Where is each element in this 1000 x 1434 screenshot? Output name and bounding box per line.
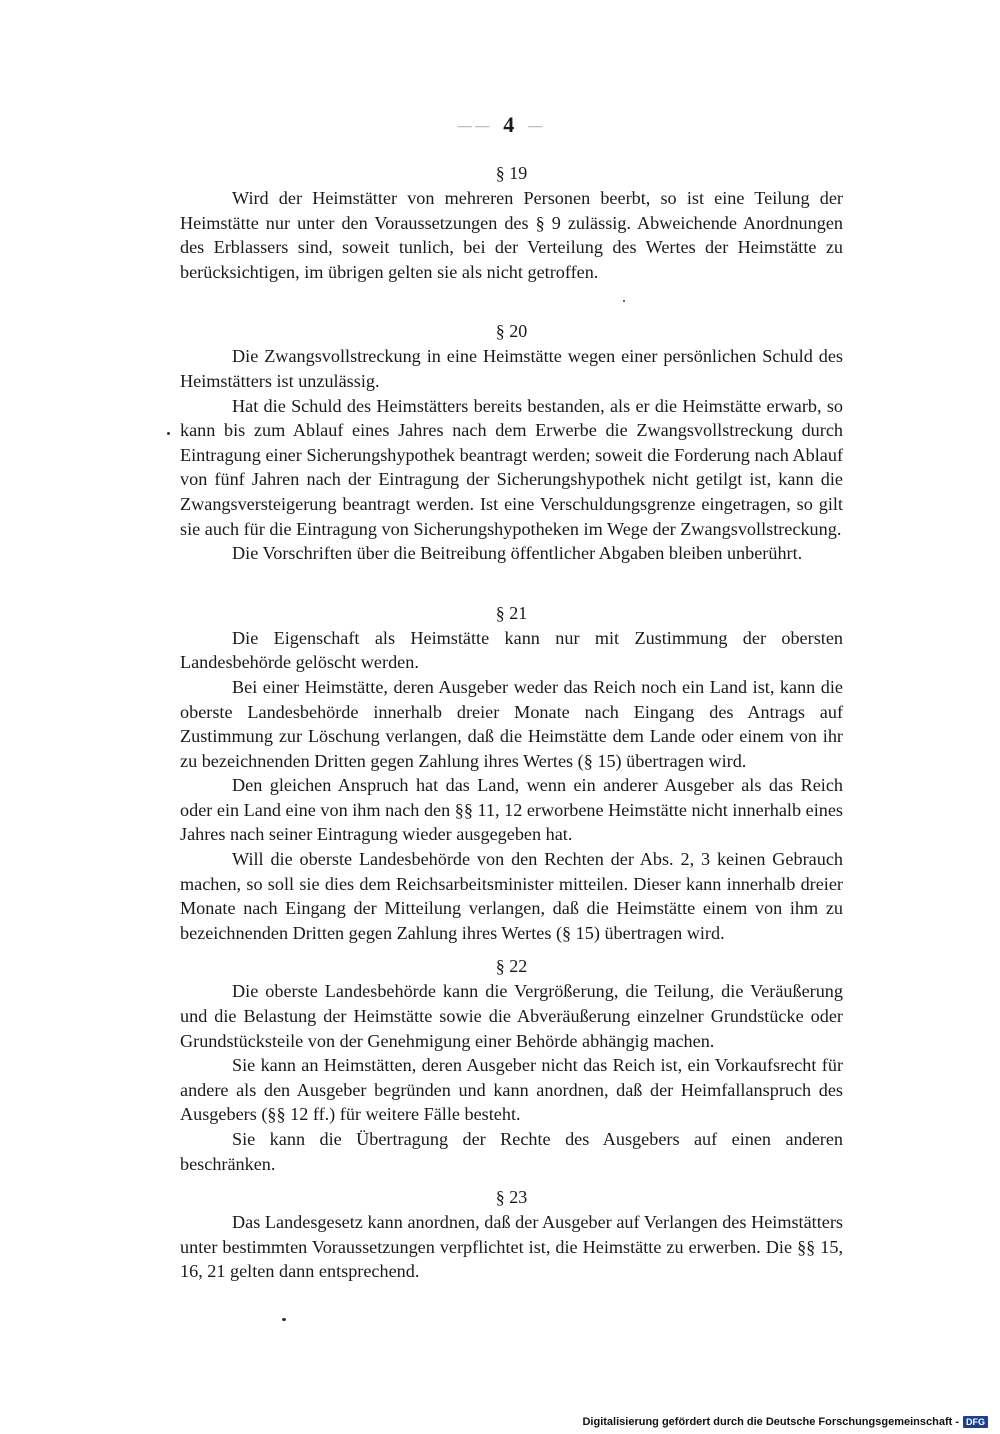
- section-20: [180, 318, 843, 565]
- paragraph: Den gleichen Anspruch hat das Land, wenn ein anderer Ausgeber als das Reich oder ein Land eine von ihm nach den §§ 11, 12 erworbene Heimstätte nicht innerhalb eines Jahres nach seiner Eintragung wieder ausgegeben hat.: [180, 775, 843, 845]
- section-22: [180, 953, 843, 1176]
- paragraph: Die Vorschriften über die Beitreibung öffentlicher Abgaben bleiben unberührt.: [232, 543, 803, 564]
- scan-speck: [282, 1318, 286, 1321]
- dfg-logo-icon: DFG: [963, 1416, 988, 1428]
- section-19: [180, 160, 843, 284]
- section-heading: § 23: [495, 1187, 528, 1208]
- section-23: [180, 1184, 843, 1284]
- section-21: [180, 600, 843, 946]
- section-heading: § 20: [495, 321, 528, 342]
- paragraph: Hat die Schuld des Heimstätters bereits bestanden, als er die Heimstätte erwarb, so kann bis zum Ablauf eines Jahres nach dem Erwerbe die Zwangsvollstreckung durch Eintragung einer Sicherungshypothek beantragt werden; soweit die Forderung nach Ablauf von fünf Jahren nach der Eintragung der Sicherungshypothek nicht getilgt ist, kann die Zwangsversteigerung beantragt werden. Ist eine Verschuldungsgrenze eingetragen, so gilt sie auch für die Eintragung von Sicherungshypotheken im Wege der Zwangsvollstreckung.: [180, 395, 843, 539]
- paragraph: Die Zwangsvollstreckung in eine Heimstätte wegen einer persönlichen Schuld des Heimstätters ist unzulässig.: [180, 346, 843, 391]
- paragraph: Die Eigenschaft als Heimstätte kann nur mit Zustimmung der obersten Landesbehörde gelöscht werden.: [180, 627, 843, 673]
- section-heading: § 22: [495, 956, 528, 977]
- paragraph: Will die oberste Landesbehörde von den Rechten der Abs. 2, 3 keinen Gebrauch machen, so soll sie dies dem Reichsarbeitsminister mitteilen. Dieser kann innerhalb dreier Monate nach Eingang der Mitteilung verlangen, daß die Heimstätte einem von ihm zu bezeichnenden Dritten gegen Zahlung ihres Wertes (§ 15) übertragen wird.: [180, 849, 843, 943]
- paragraph: Sie kann an Heimstätten, deren Ausgeber nicht das Reich ist, ein Vorkaufsrecht für andere als den Ausgeber begründen und kann anordnen, daß der Heimfallanspruch des Ausgebers (§§ 12 ff.) für weitere Fälle besteht.: [180, 1055, 843, 1125]
- page-number: — — 4 —: [457, 112, 543, 137]
- section-heading: § 19: [495, 163, 528, 183]
- footer-text: Digitalisierung gefördert durch die Deutsche Forschungsgemeinschaft -: [582, 1416, 959, 1428]
- paragraph: Wird der Heimstätter von mehreren Personen beerbt, so ist eine Teilung der Heimstätte nur unter den Voraussetzungen des § 9 zulässig. Abweichende Anordnungen des Erblassers sind, soweit tunlich, bei der Verteilung des Wertes der Heimstätte zu berücksichtigen, im übrigen gelten sie als nicht getroffen.: [180, 188, 843, 282]
- body-text: [180, 160, 843, 1284]
- paragraph: Sie kann die Übertragung der Rechte des Ausgebers auf einen anderen beschränken.: [180, 1129, 843, 1174]
- paragraph: Das Landesgesetz kann anordnen, daß der Ausgeber auf Verlangen des Heimstätters unter bestimmten Voraussetzungen verpflichtet ist, die Heimstätte zu erwerben. Die §§ 15, 16, 21 gelten dann entsprechend.: [180, 1212, 843, 1282]
- scan-speck: [167, 432, 170, 435]
- digitization-footer: [582, 1416, 988, 1428]
- paragraph: Die oberste Landesbehörde kann die Vergrößerung, die Teilung, die Veräußerung und die Belastung der Heimstätte sowie die Abveräußerung einzelner Grundstücke oder Grundstücksteile von der Genehmigung einer Behörde abhängig machen.: [180, 981, 843, 1051]
- scan-speck: [623, 300, 625, 302]
- section-heading: § 21: [495, 602, 528, 623]
- paragraph: Bei einer Heimstätte, deren Ausgeber weder das Reich noch ein Land ist, kann die oberste Landesbehörde innerhalb dreier Monate nach Eingang des Antrags auf Zustimmung zur Löschung verlangen, daß die Heimstätte dem Lande oder einem von ihr zu bezeichnenden Dritten gegen Zahlung ihres Wertes (§ 15) übertragen wird.: [180, 676, 843, 771]
